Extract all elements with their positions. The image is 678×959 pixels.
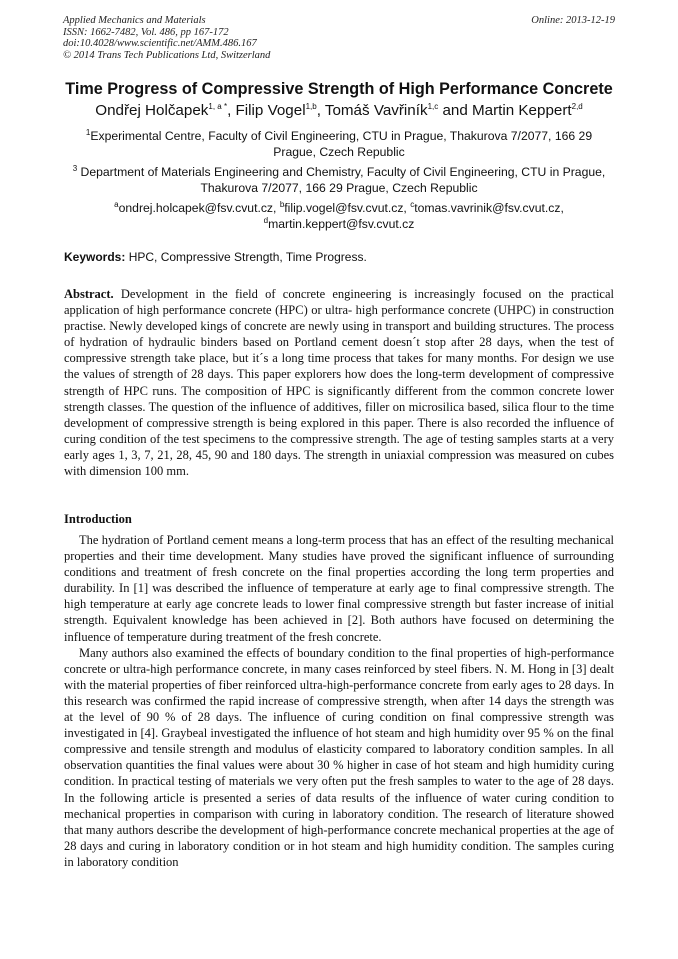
- abstract-text: Development in the field of concrete engineering is increasingly focused on the practical application of high performance concrete (HPC) or ultra- high performance concrete (UHPC) in construction practise. Newly developed kings of concrete are newly using in transport and building structures. The process of hydration of hydraulic binders based on Portland cement doesn´t stop after 28 days, when the test of compressive strength take place, but it´s a long time process that takes for many months. For design we use the values of strength of 28 days. This paper explorers how does the long-term development of compressive strength of HPC runs. The composition of HPC is significantly different from the common concrete lower strength classes. The question of the influence of additives, filler on microsilica based, silica flour to the time development of compressive strength is being explored in this paper. There is also recorded the influence of curing condition of the test specimens to the compressive strength. The age of testing samples starts at a very early ages 1, 3, 7, 21, 28, 45, 90 and 180 days. The strength in uniaxial compression was measured on cubes with dimension 100 mm.: [64, 287, 614, 479]
- doi-line: doi:10.4028/www.scientific.net/AMM.486.167: [63, 38, 257, 49]
- author-name: , Tomáš Vavřiník: [316, 102, 428, 119]
- affiliation-mark: 3: [72, 163, 78, 173]
- author-affiliation-mark: 1,b: [305, 101, 317, 111]
- affiliation-1: [64, 129, 614, 160]
- email-link[interactable]: martin.keppert@fsv.cvut.cz: [268, 216, 415, 231]
- introduction-body: [64, 532, 614, 870]
- paragraph: Many authors also examined the effects of boundary condition to the final properties of high-performance concrete or ultra-high performance concrete, in many cases reinforced by steel fibers. N. M. Hong in [3] dealt with the material properties of fiber reinforced ultra-high-performance concrete from early ages to 28 days. In this research was confirmed the rapid increase of compressive strength, when after 14 days the strength was at the level of 90 % of 28 days. The influence of curing condition on final compressive strength was investigated in [4]. Graybeal investigated the influence of hot steam and high humidity over 95 % on the final compressive and tensile strength and modulus of elasticity compared to laboratory condition samples. In all observation quantities the final values were about 30 % higher in case of hot steam and high humidity curing condition. In practical testing of materials we very often put the fresh samples to water to the age of 28 days. In the following article is presented a series of data results of the influence of water curing condition to mechanical properties in comparison with curing in laboratory condition. The research of literature showed that many authors describe the development of high-performance concrete mechanical properties at the age of 28 days and curing in laboratory condition or in hot steam and high humidity condition. The samples curing in laboratory condition: [64, 645, 614, 869]
- affiliation-text: Department of Materials Engineering and Chemistry, Faculty of Civil Engineering, CTU in Prague, Thakurova 7/2077, 166 29 Prague, Czech Republic: [77, 165, 606, 195]
- author-emails: [64, 201, 614, 232]
- affiliation-mark: 1: [85, 127, 91, 137]
- author-affiliation-mark: 1,c: [427, 101, 439, 111]
- email-mark: d: [263, 215, 269, 225]
- keywords-label: Keywords:: [64, 250, 126, 264]
- email-mark: b: [279, 199, 285, 209]
- abstract: [64, 286, 614, 479]
- author-list: [40, 101, 638, 121]
- journal-name: Applied Mechanics and Materials: [63, 15, 206, 26]
- email-mark: c: [410, 199, 415, 209]
- author-affiliation-mark: 2,d: [571, 101, 583, 111]
- journal-header: [63, 15, 615, 61]
- abstract-label: Abstract.: [64, 287, 114, 301]
- section-heading-introduction: Introduction: [64, 512, 132, 526]
- email-link[interactable]: tomas.vavrinik@fsv.cvut.cz,: [414, 201, 564, 215]
- keywords-text: HPC, Compressive Strength, Time Progress.: [125, 250, 367, 264]
- author-name: and Martin Keppert: [438, 102, 572, 119]
- keywords: [64, 250, 614, 265]
- affiliation-2: [64, 165, 614, 196]
- author-name: , Filip Vogel: [227, 102, 306, 119]
- email-link[interactable]: ondrej.holcapek@fsv.cvut.cz,: [118, 201, 280, 215]
- email-link[interactable]: filip.vogel@fsv.cvut.cz,: [284, 201, 411, 215]
- online-date: Online: 2013-12-19: [531, 15, 615, 26]
- copyright-line: © 2014 Trans Tech Publications Ltd, Switzerland: [63, 49, 271, 61]
- author-affiliation-mark: 1, a *: [208, 101, 228, 111]
- paragraph: The hydration of Portland cement means a long-term process that has an effect of the resulting mechanical properties and their time development. Many studies have proved the significant influence of surrounding conditions and treatment of fresh concrete on the final properties according the long term properties and durability. In [1] was described the influence of temperature at early age to final compressive strength. The high temperature at early age concrete leads to lower final compressive strength but faster increase of initial strength. Equivalent knowledge has been achieved in [2]. Both authors have focused on determining the influence of temperature during treatment of the fresh concrete.: [64, 533, 614, 644]
- email-mark: a: [114, 199, 119, 209]
- paper-title: Time Progress of Compressive Strength of High Performance Concrete: [65, 80, 613, 98]
- affiliation-text: Experimental Centre, Faculty of Civil Engineering, CTU in Prague, Thakurova 7/2077, 166 29 Prague, Czech Republic: [90, 129, 593, 159]
- author-name: Ondřej Holčapek: [95, 102, 209, 119]
- issn-line: ISSN: 1662-7482, Vol. 486, pp 167-172: [63, 26, 229, 38]
